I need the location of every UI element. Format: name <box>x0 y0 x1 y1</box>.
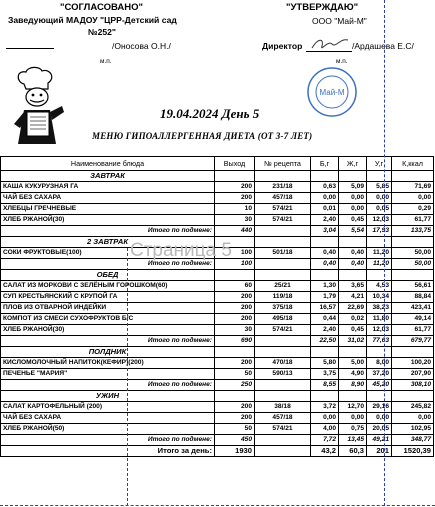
table-row <box>1 358 434 369</box>
table-row <box>1 215 434 226</box>
table-cell: Итого по подмене: <box>1 435 215 446</box>
table-cell: 88,84 <box>392 292 434 303</box>
meal-section-row <box>1 171 434 182</box>
table-row <box>1 292 434 303</box>
table-cell: 0,45 <box>339 325 367 336</box>
meal-section-title: ПОЛДНИК <box>1 347 215 358</box>
table-cell <box>215 171 255 182</box>
table-cell: 495/18 <box>255 314 311 325</box>
svg-text:Май-М: Май-М <box>319 88 345 97</box>
table-cell: 5,54 <box>339 226 367 237</box>
table-cell: 71,69 <box>392 182 434 193</box>
table-cell: 37,20 <box>367 369 392 380</box>
table-cell: КОМПОТ ИЗ СМЕСИ СУХОФРУКТОВ Б/С <box>1 314 215 325</box>
table-cell: 30 <box>215 215 255 226</box>
table-cell: ПЕЧЕНЬЕ "МАРИЯ" <box>1 369 215 380</box>
table-cell: 4,90 <box>339 369 367 380</box>
table-cell: 2,40 <box>311 215 339 226</box>
table-cell: 12,03 <box>367 215 392 226</box>
table-cell <box>367 237 392 248</box>
table-cell: 49,14 <box>392 314 434 325</box>
table-cell: 245,82 <box>392 402 434 413</box>
table-cell: 56,61 <box>392 281 434 292</box>
chef-illustration <box>8 66 70 148</box>
approval-left-position-2: №252" <box>88 27 116 37</box>
table-cell <box>392 237 434 248</box>
table-cell <box>255 380 311 391</box>
table-cell <box>311 270 339 281</box>
table-cell: СОКИ ФРУКТОВЫЕ(100) <box>1 248 215 259</box>
table-cell <box>255 237 311 248</box>
table-cell: 49,21 <box>367 435 392 446</box>
table-cell: 8,00 <box>367 358 392 369</box>
table-cell: 679,77 <box>392 336 434 347</box>
table-cell <box>339 347 367 358</box>
table-cell <box>255 171 311 182</box>
table-header-row <box>1 157 434 171</box>
page-watermark: Страница 5 <box>130 240 232 261</box>
table-cell: ПЛОВ ИЗ ОТВАРНОЙ ИНДЕЙКИ <box>1 303 215 314</box>
table-cell <box>339 391 367 402</box>
table-cell <box>311 237 339 248</box>
approval-right-mp: м.п. <box>336 58 348 65</box>
table-cell: 0,00 <box>339 413 367 424</box>
table-cell: 38/18 <box>255 402 311 413</box>
approval-left-title: "СОГЛАСОВАНО" <box>60 2 143 13</box>
table-cell: ЧАЙ БЕЗ САХАРА <box>1 413 215 424</box>
table-cell: 50 <box>215 424 255 435</box>
table-cell: ХЛЕБЦЫ ГРЕЧНЕВЫЕ <box>1 204 215 215</box>
meal-section-title: 2 ЗАВТРАК <box>1 237 215 248</box>
table-cell: 22,69 <box>339 303 367 314</box>
table-row <box>1 314 434 325</box>
table-cell: 0,00 <box>339 204 367 215</box>
table-cell: 457/18 <box>255 193 311 204</box>
table-cell: 50,00 <box>392 248 434 259</box>
table-row <box>1 424 434 435</box>
table-cell: 13,45 <box>339 435 367 446</box>
approval-right-director-label: Директор <box>262 41 303 51</box>
table-cell <box>367 391 392 402</box>
table-cell: 250 <box>215 380 255 391</box>
menu-table-body <box>1 171 434 457</box>
table-cell: 133,75 <box>392 226 434 237</box>
table-cell: ХЛЕБ РЖАНОЙ(50) <box>1 424 215 435</box>
table-cell: 3,72 <box>311 402 339 413</box>
table-cell: 207,90 <box>392 369 434 380</box>
table-cell: 0,44 <box>311 314 339 325</box>
table-cell: 375/18 <box>255 303 311 314</box>
table-cell: 0,29 <box>392 204 434 215</box>
table-cell: 4,53 <box>367 281 392 292</box>
table-cell: 61,77 <box>392 325 434 336</box>
table-cell <box>255 226 311 237</box>
table-cell: 200 <box>215 182 255 193</box>
menu-title: МЕНЮ ГИПОАЛЛЕРГЕННАЯ ДИЕТА (ОТ 3-7 ЛЕТ) <box>92 131 313 141</box>
table-cell <box>215 347 255 358</box>
table-cell: 0,00 <box>367 193 392 204</box>
table-row <box>1 369 434 380</box>
table-cell: 1,79 <box>311 292 339 303</box>
table-cell: 0,40 <box>311 248 339 259</box>
approval-left-signature: /Оносова О.Н./ <box>112 41 171 51</box>
table-cell: 440 <box>215 226 255 237</box>
table-cell: САЛАТ КАРТОФЕЛЬНЫЙ (200) <box>1 402 215 413</box>
table-cell: 12,03 <box>367 325 392 336</box>
table-cell <box>311 391 339 402</box>
table-cell <box>215 270 255 281</box>
company-stamp <box>306 66 358 118</box>
table-cell: КАША КУКУРУЗНАЯ ГА <box>1 182 215 193</box>
table-cell: 43,2 <box>311 446 339 457</box>
table-cell: 20,05 <box>367 424 392 435</box>
table-cell: 1930 <box>215 446 255 457</box>
table-cell: 17,93 <box>367 226 392 237</box>
table-cell: 100 <box>215 248 255 259</box>
table-cell: 3,04 <box>311 226 339 237</box>
table-cell <box>311 171 339 182</box>
subtotal-row <box>1 226 434 237</box>
table-cell: 201 <box>367 446 392 457</box>
table-cell: 102,95 <box>392 424 434 435</box>
table-cell: Итого по подмене: <box>1 226 215 237</box>
table-cell <box>255 446 311 457</box>
table-cell: 119/18 <box>255 292 311 303</box>
table-cell: 574/21 <box>255 215 311 226</box>
table-cell: 200 <box>215 358 255 369</box>
table-cell: Итого по подмене: <box>1 259 215 270</box>
table-cell <box>339 270 367 281</box>
table-cell: 231/18 <box>255 182 311 193</box>
table-cell: 0,00 <box>392 413 434 424</box>
table-cell: КИСЛОМОЛОЧНЫЙ НАПИТОК(КЕФИР)(200) <box>1 358 215 369</box>
col-header-kcal: К,ккал <box>392 157 434 171</box>
table-cell: ХЛЕБ РЖАНОЙ(30) <box>1 215 215 226</box>
table-cell <box>392 171 434 182</box>
table-cell <box>392 391 434 402</box>
table-row <box>1 204 434 215</box>
table-cell <box>255 270 311 281</box>
table-cell: 11,80 <box>367 314 392 325</box>
table-cell: 2,40 <box>311 325 339 336</box>
table-cell <box>392 347 434 358</box>
table-cell: 200 <box>215 314 255 325</box>
table-row <box>1 281 434 292</box>
table-cell: 0,00 <box>311 193 339 204</box>
table-cell: 30 <box>215 325 255 336</box>
table-row <box>1 325 434 336</box>
col-header-protein: Б,г <box>311 157 339 171</box>
subtotal-row <box>1 435 434 446</box>
table-cell: 77,63 <box>367 336 392 347</box>
approval-left-position: Заведующий МАДОУ "ЦРР-Детский сад <box>8 15 177 25</box>
table-cell: 12,70 <box>339 402 367 413</box>
meal-section-row <box>1 391 434 402</box>
table-cell: 10,34 <box>367 292 392 303</box>
table-cell <box>215 391 255 402</box>
table-cell: 50 <box>215 369 255 380</box>
table-cell: 29,16 <box>367 402 392 413</box>
table-cell: 574/21 <box>255 424 311 435</box>
table-cell: 5,09 <box>339 182 367 193</box>
table-cell <box>339 237 367 248</box>
meal-section-title: ЗАВТРАК <box>1 171 215 182</box>
col-header-fat: Ж,г <box>339 157 367 171</box>
table-row <box>1 402 434 413</box>
page-break-line-vertical-1 <box>127 248 128 506</box>
table-cell: 450 <box>215 435 255 446</box>
table-cell: 38,23 <box>367 303 392 314</box>
table-cell <box>311 347 339 358</box>
table-cell <box>255 259 311 270</box>
table-cell: 574/21 <box>255 325 311 336</box>
approval-right-signature: /Ардашева Е.С/ <box>352 41 414 51</box>
table-cell <box>339 171 367 182</box>
table-cell: 0,40 <box>311 259 339 270</box>
table-cell: 0,02 <box>339 314 367 325</box>
table-cell: Итого по подмене: <box>1 336 215 347</box>
table-cell: 4,00 <box>311 424 339 435</box>
table-cell <box>255 391 311 402</box>
table-cell: 4,21 <box>339 292 367 303</box>
table-cell: 3,65 <box>339 281 367 292</box>
meal-section-row <box>1 347 434 358</box>
table-cell: 200 <box>215 303 255 314</box>
table-cell <box>255 435 311 446</box>
table-cell: 590/13 <box>255 369 311 380</box>
table-cell: 3,75 <box>311 369 339 380</box>
subtotal-row <box>1 380 434 391</box>
table-cell: 0,00 <box>392 193 434 204</box>
table-cell: 45,20 <box>367 380 392 391</box>
table-cell <box>367 270 392 281</box>
meal-section-title: УЖИН <box>1 391 215 402</box>
table-cell: ЧАЙ БЕЗ САХАРА <box>1 193 215 204</box>
table-cell: 470/18 <box>255 358 311 369</box>
table-cell: 5,80 <box>311 358 339 369</box>
table-cell <box>367 347 392 358</box>
table-cell: 11,20 <box>367 248 392 259</box>
table-cell <box>255 347 311 358</box>
table-cell: 200 <box>215 292 255 303</box>
table-cell: 0,45 <box>339 215 367 226</box>
menu-table <box>0 156 434 457</box>
table-row <box>1 193 434 204</box>
col-header-carbs: У,г <box>367 157 392 171</box>
approval-right-org: ООО "Май-М" <box>312 16 367 26</box>
table-cell: 25/21 <box>255 281 311 292</box>
meal-section-title: ОБЕД <box>1 270 215 281</box>
subtotal-row <box>1 336 434 347</box>
col-header-name: Наименование блюда <box>1 157 215 171</box>
table-cell: 423,41 <box>392 303 434 314</box>
approval-left-mp: м.п. <box>100 58 112 65</box>
table-cell: 100,20 <box>392 358 434 369</box>
menu-date: 19.04.2024 День 5 <box>160 106 260 121</box>
table-cell: 0,01 <box>311 204 339 215</box>
table-cell: 308,10 <box>392 380 434 391</box>
table-cell: 11,20 <box>367 259 392 270</box>
col-header-recipe: № рецепта <box>255 157 311 171</box>
table-row <box>1 303 434 314</box>
table-cell: 1,30 <box>311 281 339 292</box>
table-cell: 457/18 <box>255 413 311 424</box>
table-cell: 0,40 <box>339 248 367 259</box>
table-cell: 0,00 <box>339 193 367 204</box>
table-cell: 22,50 <box>311 336 339 347</box>
table-cell: Итого по подмене: <box>1 380 215 391</box>
table-cell <box>392 270 434 281</box>
table-cell <box>255 336 311 347</box>
table-cell: 1520,39 <box>392 446 434 457</box>
table-cell: 31,02 <box>339 336 367 347</box>
table-cell: 10 <box>215 204 255 215</box>
table-cell: 0,63 <box>311 182 339 193</box>
table-cell: Итого за день: <box>1 446 215 457</box>
table-cell: 0,00 <box>367 413 392 424</box>
table-cell: 200 <box>215 402 255 413</box>
table-cell: 0,75 <box>339 424 367 435</box>
approval-right-title: "УТВЕРЖДАЮ" <box>286 2 359 13</box>
table-row <box>1 182 434 193</box>
table-cell: 0,40 <box>339 259 367 270</box>
table-cell: 8,55 <box>311 380 339 391</box>
table-cell: 50,00 <box>392 259 434 270</box>
table-cell: 0,00 <box>311 413 339 424</box>
table-cell: 60 <box>215 281 255 292</box>
col-header-output: Выход <box>215 157 255 171</box>
table-cell: ХЛЕБ РЖАНОЙ(30) <box>1 325 215 336</box>
table-cell: 0,05 <box>367 204 392 215</box>
table-cell: 16,57 <box>311 303 339 314</box>
table-cell: 8,90 <box>339 380 367 391</box>
meal-section-row <box>1 270 434 281</box>
grand-total-row <box>1 446 434 457</box>
table-cell: 5,00 <box>339 358 367 369</box>
table-cell: 574/21 <box>255 204 311 215</box>
table-cell: 200 <box>215 413 255 424</box>
table-cell: 501/18 <box>255 248 311 259</box>
table-cell: 348,77 <box>392 435 434 446</box>
table-cell: 690 <box>215 336 255 347</box>
page-break-line-horizontal <box>0 505 435 506</box>
table-cell <box>367 171 392 182</box>
table-cell: 60,3 <box>339 446 367 457</box>
signature-scribble <box>310 36 350 52</box>
left-signature-blank <box>6 48 54 49</box>
table-cell: 5,85 <box>367 182 392 193</box>
table-cell: СУП КРЕСТЬЯНСКИЙ С КРУПОЙ ГА <box>1 292 215 303</box>
table-cell: 7,72 <box>311 435 339 446</box>
table-cell: 61,77 <box>392 215 434 226</box>
table-cell: САЛАТ ИЗ МОРКОВИ С ЗЕЛЁНЫМ ГОРОШКОМ(60) <box>1 281 215 292</box>
page-break-line-vertical-2 <box>384 0 385 506</box>
table-row <box>1 413 434 424</box>
table-cell: 100 <box>215 259 255 270</box>
table-cell: 200 <box>215 193 255 204</box>
